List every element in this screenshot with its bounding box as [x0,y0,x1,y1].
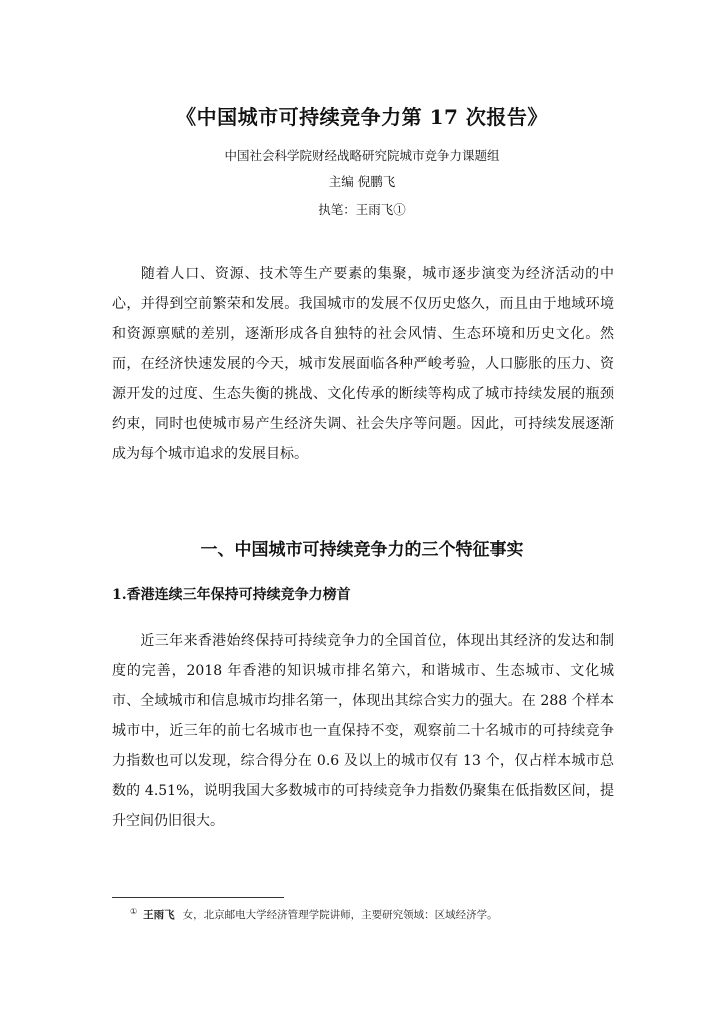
section-text: 近三年来香港始终保持可持续竞争力的全国首位，体现出其经济的发达和制度的完善，2018 年香港的知识城市排名第六，和谐城市、生态城市、文化城市、全域城市和信息城市均排名第一，体现出其综合实力的强大。在 288 个样本城市中，近三年的前七名城市也一直保持不变，观察前二十名城市的可持续竞争力指数也可以发现，综合得分在 0.6 及以上的城市仅有 13 个，仅占样本城市总数的 4.51%，说明我国大多数城市的可持续竞争力指数仍聚集在低指数区间，提升空间仍旧很大。 [112,633,614,829]
footnote-text: 女，北京邮电大学经济管理学院讲师，主要研究领域：区域经济学。 [182,909,498,921]
footnote-divider [112,897,284,898]
footnote-author: 王雨飞 [143,909,175,921]
footnote [130,907,498,922]
footnote-mark: ① [130,907,138,916]
research-group: 中国社会科学院财经战略研究院城市竞争力课题组 [224,148,500,163]
report-title: 《中国城市可持续竞争力第 17 次报告》 [176,105,548,129]
section-heading: 一、中国城市可持续竞争力的三个特征事实 [200,540,524,560]
writer-line: 执笔：王雨飞① [318,202,406,217]
chief-editor: 主编 倪鹏飞 [328,174,396,189]
intro-text: 随着人口、资源、技术等生产要素的集聚，城市逐步演变为经济活动的中心，并得到空前繁荣和发展。我国城市的发展不仅历史悠久，而且由于地域环境和资源禀赋的差别，逐渐形成各自独特的社会风情、生态环境和历史文化。然而，在经济快速发展的今天，城市发展面临各种严峻考验，人口膨胀的压力、资源开发的过度、生态失衡的挑战、文化传承的断续等构成了城市持续发展的瓶颈约束，同时也使城市易产生经济失调、社会失序等问题。因此，可持续发展逐渐成为每个城市追求的发展目标。 [112,266,614,462]
subsection-heading: 1.香港连续三年保持可持续竞争力榜首 [112,587,351,603]
section-paragraph [112,626,614,836]
intro-paragraph [112,259,614,469]
